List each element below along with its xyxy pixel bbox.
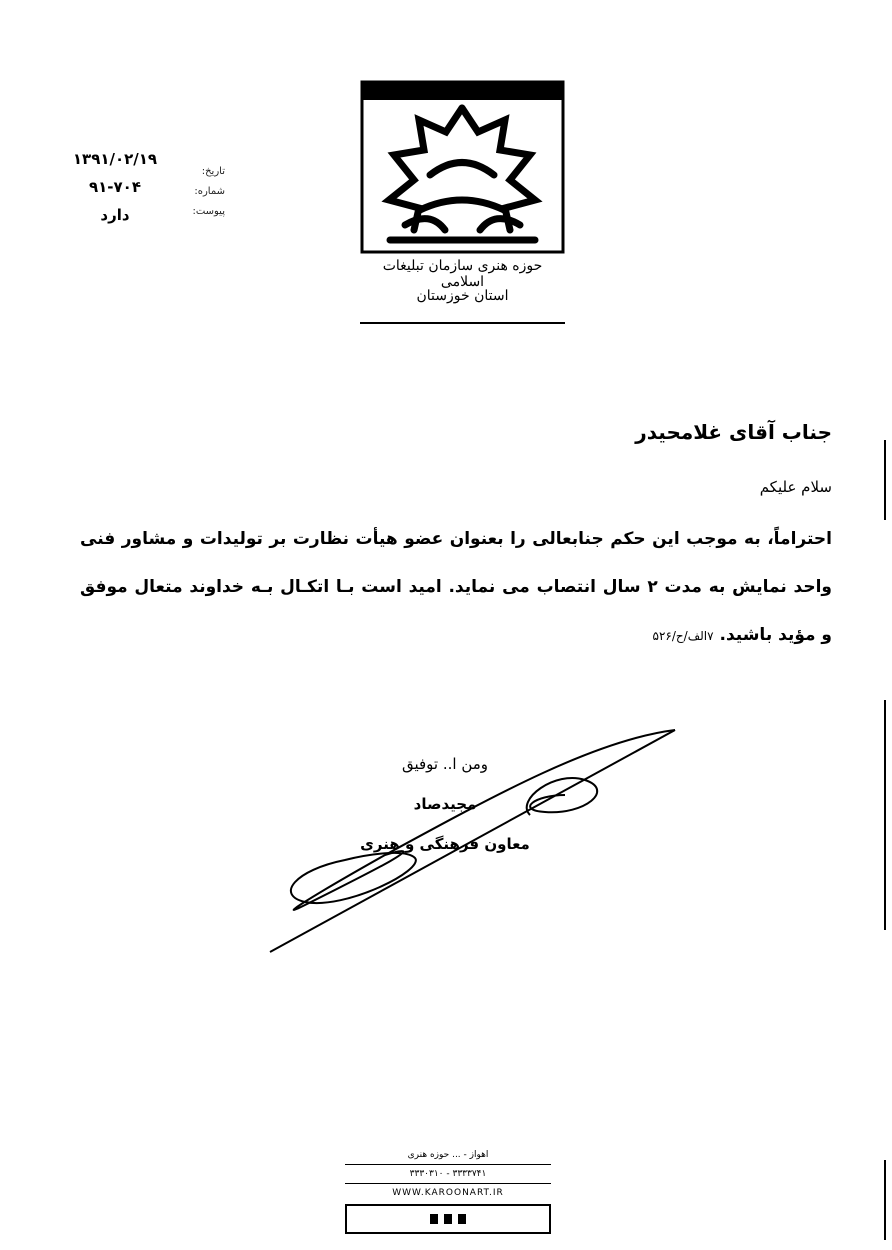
letter-footer: [345, 1148, 551, 1234]
number-value: ۹۱-۷۰۴: [88, 178, 141, 196]
attachment-value: دارد: [100, 206, 130, 224]
scan-edge-mark: [884, 700, 886, 930]
letter-meta-labels: [175, 162, 225, 222]
footer-phones: ۳۳۳۰۳۱۰ - ۳۳۳۳۷۴۱: [409, 1169, 487, 1179]
date-value: ۱۳۹۱/۰۲/۱۹: [72, 150, 158, 168]
footer-website: WWW.KAROONART.IR: [392, 1188, 504, 1198]
signer-title: معاون فرهنگی و هنری: [360, 835, 530, 853]
logo-caption-line1: حوزه هنری سازمان تبلیغات اسلامی: [382, 258, 543, 290]
signer-name: مجیدصاد: [413, 795, 477, 813]
scan-edge-mark: [884, 1160, 886, 1240]
letter-reference: ۷الف/ح/۵۲۶: [652, 629, 714, 643]
logo-caption-line2: استان خوزستان: [416, 288, 509, 304]
letter-body: [80, 515, 832, 660]
scan-edge-mark: [884, 440, 886, 520]
letter-meta-values: [60, 145, 170, 229]
footer-address: اهواز - ... حوزه هنری: [407, 1150, 489, 1160]
handwritten-signature: [265, 720, 685, 960]
closing-line: ومن ا.. توفیق: [401, 755, 489, 773]
footer-barcode-box: [345, 1204, 551, 1234]
number-label: شماره:: [194, 186, 225, 197]
attachment-label: پیوست:: [192, 206, 225, 217]
letter-body-text: احتراماً، به موجب این حکم جنابعالی را بعنوان عضو هیأت نظارت بر تولیدات و مشاور فنی واحد نمایش به مدت ۲ سال انتصاب می نماید. امید است بـا اتکـال بـه خداوند متعال موفق و مؤید باشید.: [80, 529, 832, 645]
letter-addressee: جناب آقای غلامحیدر: [635, 420, 832, 444]
date-label: تاریخ:: [201, 166, 225, 177]
letter-greeting: سلام علیکم: [759, 478, 832, 496]
